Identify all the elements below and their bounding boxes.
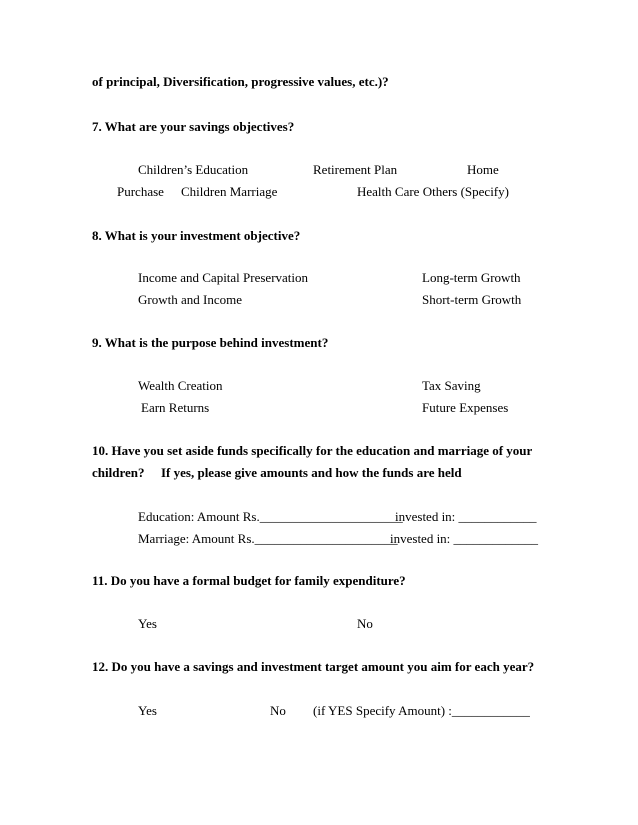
question-11: 11. Do you have a formal budget for family expenditure?	[92, 573, 406, 588]
q7-option-childrens-education: Children’s Education	[138, 162, 249, 177]
q7-option-health-care-others: Health Care Others (Specify)	[357, 184, 509, 199]
question-9: 9. What is the purpose behind investment?	[92, 335, 329, 350]
question-10-line-2a: children?	[92, 465, 145, 480]
q10-education-amount: Education: Amount Rs.______________________	[138, 509, 403, 524]
q9-option-earn-returns: Earn Returns	[141, 400, 210, 415]
question-10-line-1: 10. Have you set aside funds specifically for the education and marriage of your	[92, 443, 533, 458]
question-12: 12. Do you have a savings and investment target amount you aim for each year?	[92, 659, 535, 674]
q8-option-income-capital: Income and Capital Preservation	[138, 270, 309, 285]
q9-option-tax-saving: Tax Saving	[422, 378, 481, 393]
q7-option-retirement-plan: Retirement Plan	[313, 162, 398, 177]
q11-option-no: No	[357, 616, 373, 631]
q10-marriage-invested: invested in: _____________	[390, 531, 539, 546]
question-7: 7. What are your savings objectives?	[92, 119, 295, 134]
q7-option-children-marriage: Children Marriage	[181, 184, 278, 199]
q9-option-wealth-creation: Wealth Creation	[138, 378, 223, 393]
q10-education-invested: invested in: ____________	[395, 509, 537, 524]
q11-option-yes: Yes	[138, 616, 157, 631]
q12-option-yes: Yes	[138, 703, 157, 718]
q12-specify-amount: (if YES Specify Amount) :____________	[313, 703, 530, 718]
q8-option-long-term-growth: Long-term Growth	[422, 270, 521, 285]
q8-option-growth-income: Growth and Income	[138, 292, 242, 307]
intro-text: of principal, Diversification, progressive values, etc.)?	[92, 74, 389, 89]
q10-marriage-amount: Marriage: Amount Rs.______________________	[138, 531, 398, 546]
question-10-line-2b: If yes, please give amounts and how the funds are held	[161, 465, 462, 480]
q8-option-short-term-growth: Short-term Growth	[422, 292, 522, 307]
q12-option-no: No	[270, 703, 286, 718]
q7-option-home: Home	[467, 162, 499, 177]
q7-option-purchase: Purchase	[117, 184, 164, 199]
question-8: 8. What is your investment objective?	[92, 228, 301, 243]
q9-option-future-expenses: Future Expenses	[422, 400, 509, 415]
